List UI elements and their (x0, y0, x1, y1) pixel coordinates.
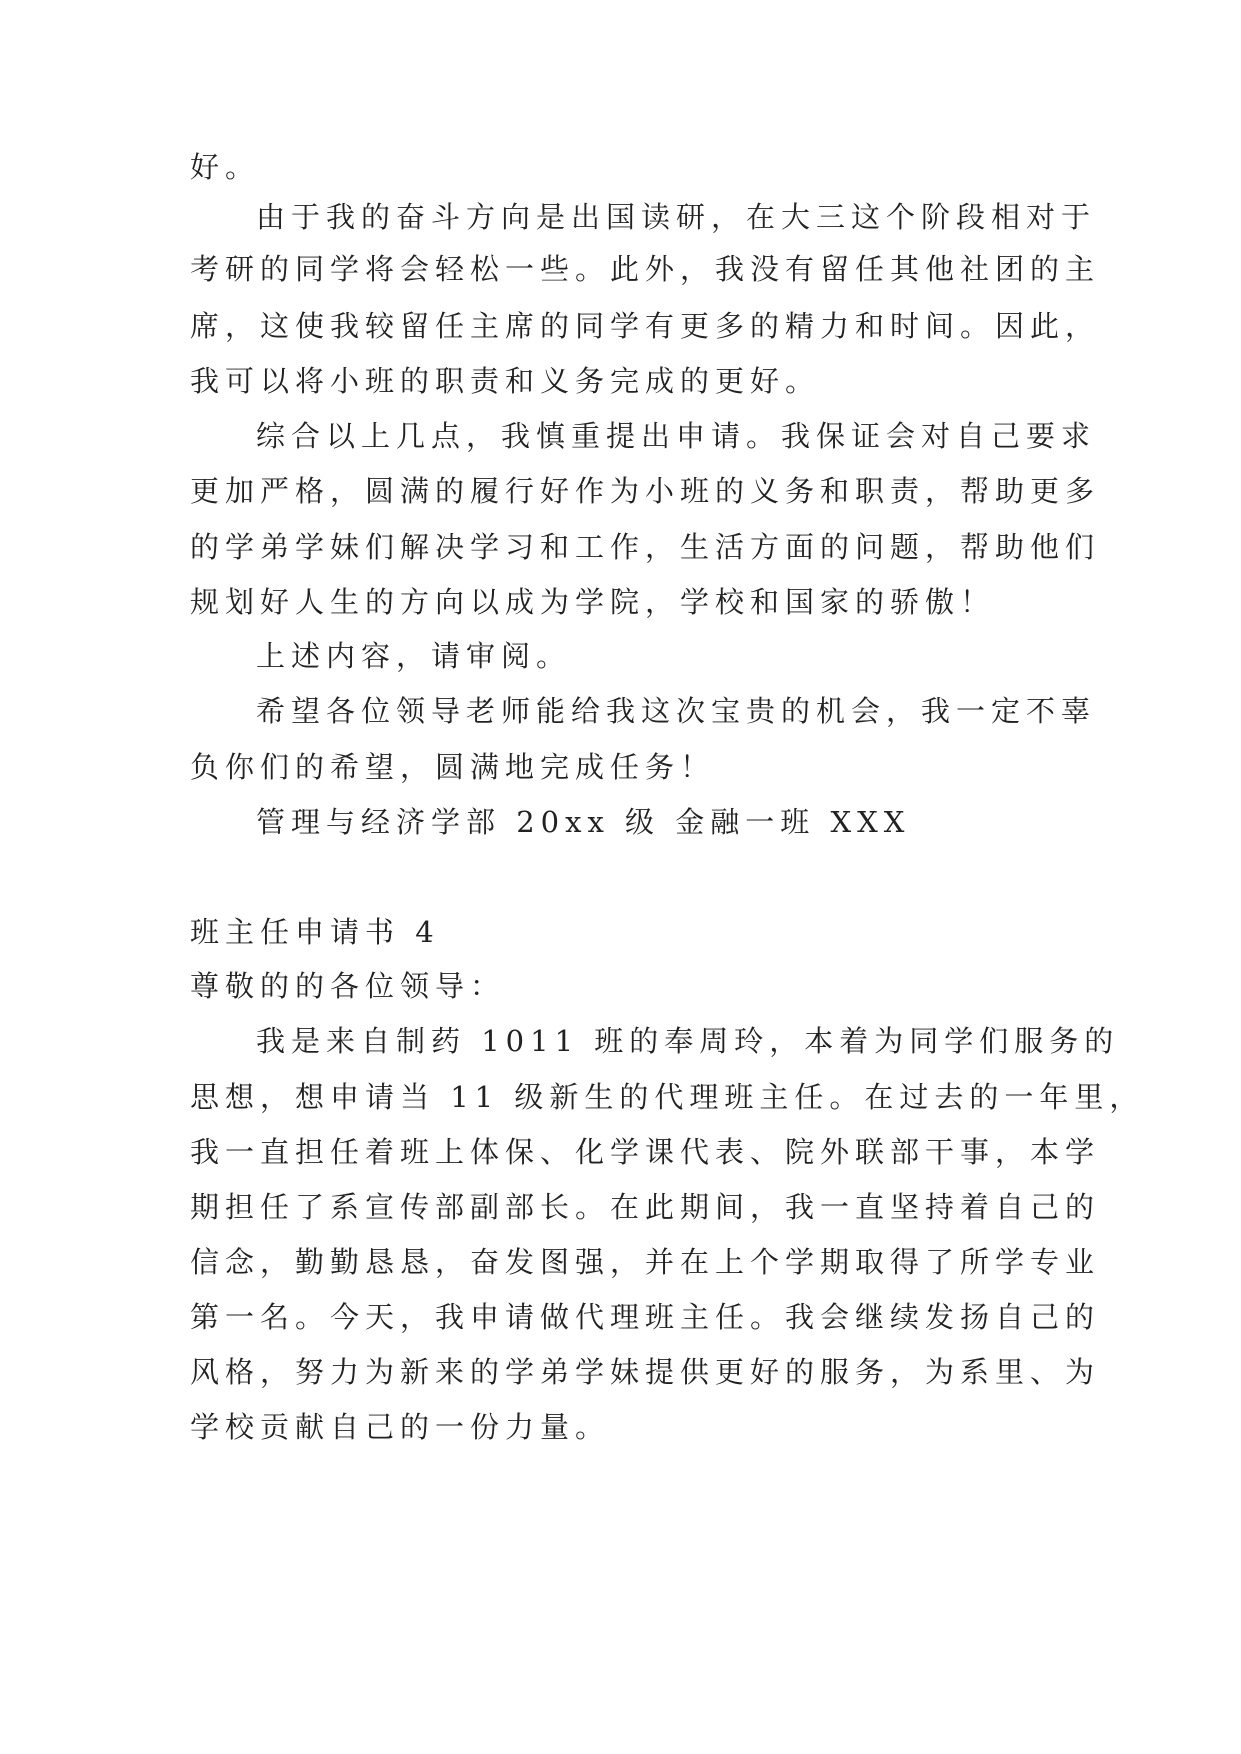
text-line: 席，这使我较留任主席的同学有更多的精力和时间。因此， (190, 309, 1101, 343)
text-line: 规划好人生的方向以成为学院，学校和国家的骄傲！ (190, 585, 996, 619)
text-line: 更加严格，圆满的履行好作为小班的义务和职责，帮助更多 (190, 474, 1101, 508)
text-line: 由于我的奋斗方向是出国读研，在大三这个阶段相对于 (256, 200, 1097, 234)
text-line: 信念，勤勤恳恳，奋发图强，并在上个学期取得了所学专业 (190, 1245, 1101, 1279)
salutation: 尊敬的的各位领导： (190, 969, 506, 1003)
text-line: 思想，想申请当 11 级新生的代理班主任。在过去的一年里， (190, 1080, 1145, 1114)
text-line: 综合以上几点，我慎重提出申请。我保证会对自己要求 (256, 419, 1097, 453)
text-line: 我一直担任着班上体保、化学课代表、院外联部干事，本学 (190, 1135, 1101, 1169)
text-line: 第一名。今天，我申请做代理班主任。我会继续发扬自己的 (190, 1300, 1101, 1334)
text-line: 的学弟学妹们解决学习和工作，生活方面的问题，帮助他们 (190, 530, 1101, 564)
text-line: 好。 (190, 150, 261, 184)
text-line: 学校贡献自己的一份力量。 (190, 1410, 611, 1444)
text-line: 我是来自制药 1011 班的奉周玲，本着为同学们服务的 (256, 1024, 1120, 1058)
text-line: 希望各位领导老师能给我这次宝贵的机会，我一定不辜 (256, 694, 1097, 728)
text-line: 考研的同学将会轻松一些。此外，我没有留任其他社团的主 (190, 252, 1101, 286)
text-line: 风格，努力为新来的学弟学妹提供更好的服务，为系里、为 (190, 1355, 1101, 1389)
text-line: 期担任了系宣传部副部长。在此期间，我一直坚持着自己的 (190, 1190, 1101, 1224)
text-line: 负你们的希望，圆满地完成任务！ (190, 750, 716, 784)
text-line: 我可以将小班的职责和义务完成的更好。 (190, 364, 821, 398)
section-title: 班主任申请书 4 (190, 915, 440, 949)
text-line: 上述内容，请审阅。 (256, 639, 572, 673)
signature-line: 管理与经济学部 20xx 级 金融一班 XXX (256, 805, 911, 839)
